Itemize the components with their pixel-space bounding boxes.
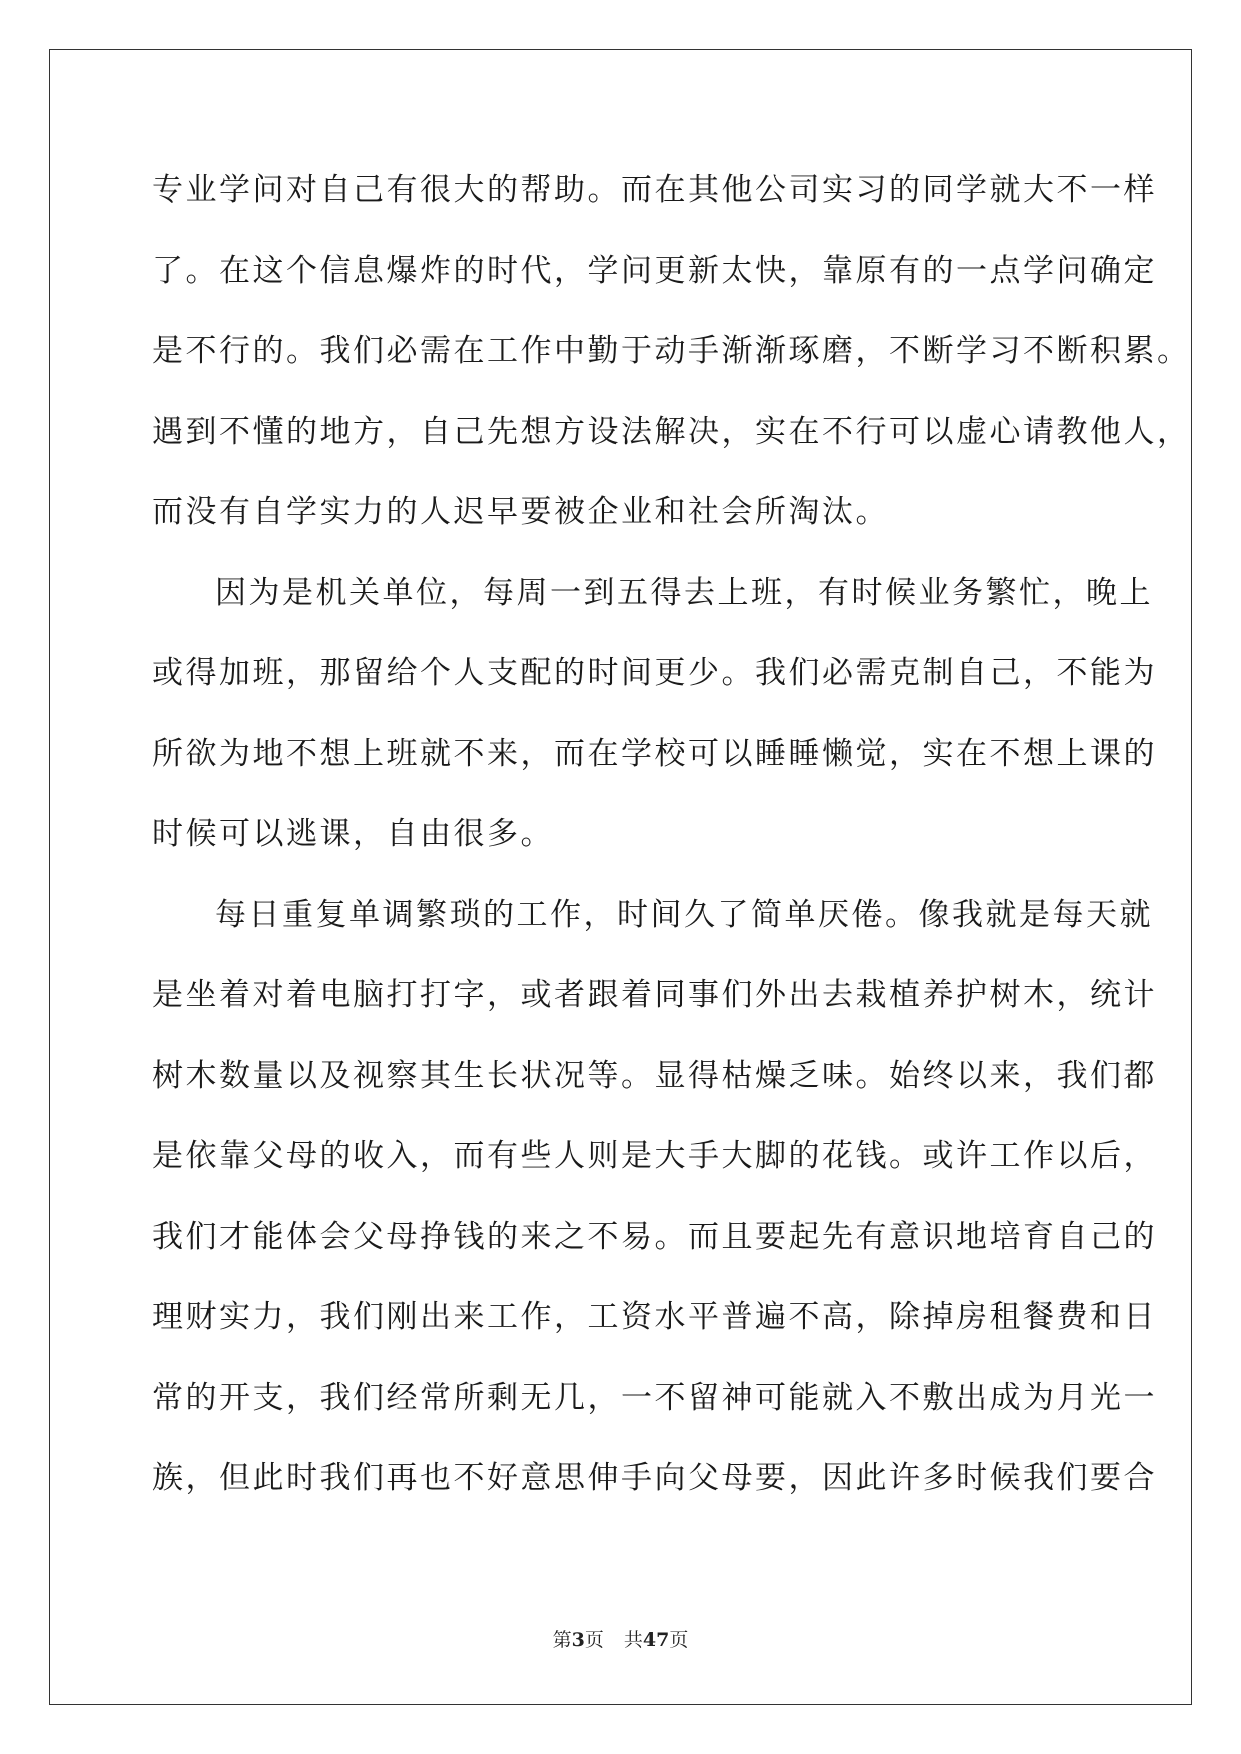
text-line: 遇到不懂的地方，自己先想方设法解决，实在不行可以虚心请教他人，	[152, 413, 1191, 450]
text-line: 族，但此时我们再也不好意思伸手向父母要，因此许多时候我们要合	[152, 1460, 1157, 1496]
page-footer	[0, 1628, 1241, 1652]
document-body	[152, 163, 1191, 1532]
page-number: 3	[571, 1629, 585, 1651]
text-line: 树木数量以及视察其生长状况等。显得枯燥乏味。始终以来，我们都	[152, 1057, 1157, 1094]
text-line: 专业学问对自己有很大的帮助。而在其他公司实习的同学就大不一样	[152, 172, 1157, 208]
text-line: 所欲为地不想上班就不来，而在学校可以睡睡懒觉，实在不想上课的	[152, 735, 1157, 772]
text-line: 常的开支，我们经常所剩无几，一不留神可能就入不敷出成为月光一	[152, 1379, 1157, 1416]
text-line: 是不行的。我们必需在工作中勤于动手渐渐琢磨，不断学习不断积累。	[152, 333, 1191, 369]
paragraph-start-line: 每日重复单调繁琐的工作，时间久了简单厌倦。像我就是每天就	[215, 896, 1153, 933]
text-line: 是依靠父母的收入，而有些人则是大手大脚的花钱。或许工作以后，	[152, 1138, 1157, 1174]
text-line: 我们才能体会父母挣钱的来之不易。而且要起先有意识地培育自己的	[152, 1218, 1157, 1255]
total-suffix: 页	[669, 1629, 689, 1651]
text-line: 而没有自学实力的人迟早要被企业和社会所淘汰。	[152, 494, 889, 530]
page-suffix: 页	[584, 1629, 604, 1651]
total-pages: 47	[642, 1629, 670, 1651]
text-line: 时候可以逃课，自由很多。	[152, 816, 554, 852]
text-line: 理财实力，我们刚出来工作，工资水平普遍不高，除掉房租餐费和日	[152, 1299, 1157, 1335]
text-line: 或得加班，那留给个人支配的时间更少。我们必需克制自己，不能为	[152, 655, 1157, 691]
text-line: 是坐着对着电脑打打字，或者跟着同事们外出去栽植养护树木，统计	[152, 977, 1157, 1013]
paragraph-start-line: 因为是机关单位，每周一到五得去上班，有时候业务繁忙，晚上	[215, 574, 1153, 611]
text-line: 了。在这个信息爆炸的时代，学问更新太快，靠原有的一点学问确定	[152, 252, 1157, 289]
total-prefix: 共	[623, 1629, 643, 1651]
page-prefix: 第	[552, 1629, 572, 1651]
